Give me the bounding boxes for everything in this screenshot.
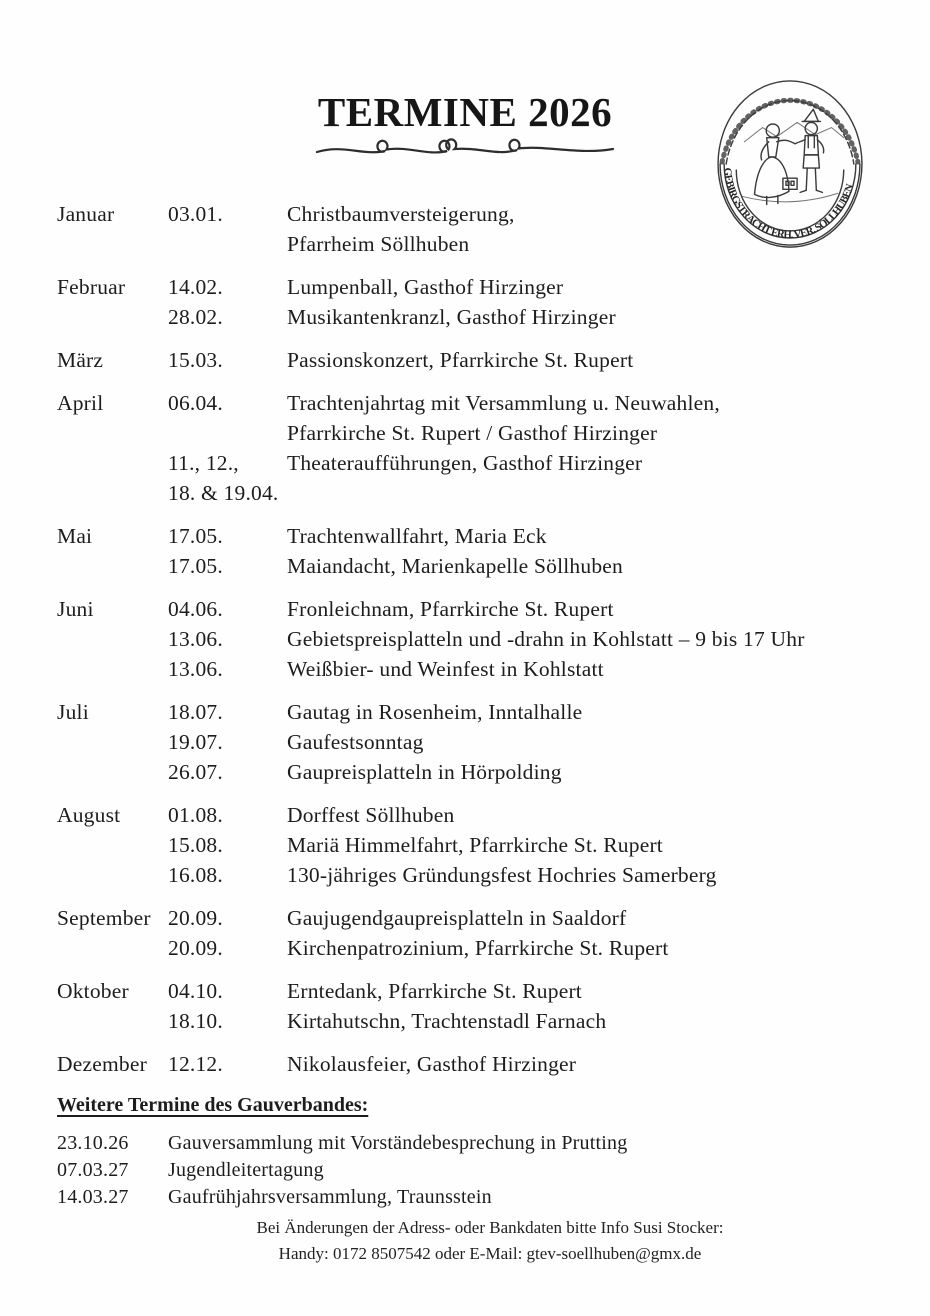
event-date: [168, 654, 287, 684]
event-date: [168, 860, 287, 890]
event-date-line: 17.05.: [168, 524, 223, 549]
month-group: [0, 345, 930, 375]
event-date-line: 19.07.: [168, 730, 223, 755]
event-date: [168, 903, 287, 933]
event-text-line: Kirtahutschn, Trachtenstadl Farnach: [287, 1009, 607, 1034]
event-date: [168, 976, 287, 1006]
event-date: [168, 272, 287, 302]
event-date-line: 20.09.: [168, 936, 223, 961]
schedule-row: [0, 272, 930, 302]
extra-heading: Weitere Termine des Gauverbandes:: [57, 1094, 369, 1117]
month-group: [0, 976, 930, 1036]
schedule-row: [0, 860, 930, 890]
event-text-line: Gaujugendgaupreisplatteln in Saaldorf: [287, 906, 627, 931]
event-description: [287, 860, 875, 890]
event-text-line: Christbaumversteigerung,: [287, 202, 515, 227]
event-date: [168, 697, 287, 727]
month-label: [57, 933, 168, 963]
month-group: [0, 903, 930, 963]
month-label: August: [57, 803, 121, 828]
extra-date: 23.10.26: [57, 1132, 129, 1155]
event-text-line: Gebietspreisplatteln und -drahn in Kohlstatt – 9 bis 17 Uhr: [287, 627, 805, 652]
event-description: [287, 903, 875, 933]
event-text-line: Erntedank, Pfarrkirche St. Rupert: [287, 979, 582, 1004]
footer-line-1: Bei Änderungen der Adress- oder Bankdaten bitte Info Susi Stocker:: [256, 1218, 724, 1238]
event-date-line: 03.01.: [168, 202, 223, 227]
month-group: [0, 521, 930, 581]
event-description: [287, 933, 875, 963]
event-description: [287, 757, 875, 787]
event-description: [287, 272, 875, 302]
month-group: [0, 697, 930, 787]
extra-description: Gauversammlung mit Vorständebesprechung in Prutting: [168, 1132, 628, 1155]
schedule-row: [0, 654, 930, 684]
event-description: [287, 976, 875, 1006]
extra-description: Jugendleitertagung: [168, 1159, 324, 1182]
event-description: [287, 654, 875, 684]
event-date: [168, 1049, 287, 1079]
extra-row: [57, 1184, 875, 1211]
event-date: [168, 302, 287, 332]
event-date: [168, 551, 287, 581]
event-text-line: Gautag in Rosenheim, Inntalhalle: [287, 700, 583, 725]
event-date-line: 06.04.: [168, 391, 223, 416]
schedule-row: [0, 551, 930, 581]
schedule-row: [0, 1049, 930, 1079]
month-label: Februar: [57, 275, 126, 300]
schedule-table: [0, 199, 930, 1079]
month-label: September: [57, 906, 151, 931]
event-date-line: 01.08.: [168, 803, 223, 828]
schedule-row: [0, 903, 930, 933]
event-text-line: Fronleichnam, Pfarrkirche St. Rupert: [287, 597, 614, 622]
event-date-line: 18.10.: [168, 1009, 223, 1034]
event-text-line: Weißbier- und Weinfest in Kohlstatt: [287, 657, 604, 682]
month-label: Dezember: [57, 1052, 147, 1077]
event-date: [168, 933, 287, 963]
extra-list: [57, 1130, 875, 1211]
event-date-line: 17.05.: [168, 554, 223, 579]
event-date: [168, 727, 287, 757]
event-description: [287, 594, 875, 624]
schedule-row: [0, 345, 930, 375]
month-label: [57, 448, 168, 508]
schedule-row: [0, 800, 930, 830]
schedule-row: [0, 976, 930, 1006]
month-label: [57, 727, 168, 757]
event-text-line: Gaufestsonntag: [287, 730, 424, 755]
emblem-woman-figure: [755, 124, 796, 205]
month-label: [57, 757, 168, 787]
event-date-line: 14.02.: [168, 275, 223, 300]
title-flourish-icon: [315, 137, 615, 161]
event-date-line: 11., 12.,: [168, 451, 239, 476]
month-label: [57, 551, 168, 581]
month-label: Juni: [57, 597, 94, 622]
schedule-row: [0, 521, 930, 551]
extra-date: 14.03.27: [57, 1186, 129, 1209]
event-text-line: Mariä Himmelfahrt, Pfarrkirche St. Rupert: [287, 833, 663, 858]
footer-line-2: Handy: 0172 8507542 oder E-Mail: gtev-soellhuben@gmx.de: [278, 1244, 702, 1264]
event-description: [287, 1006, 875, 1036]
event-date-line: 28.02.: [168, 305, 223, 330]
event-description: [287, 345, 875, 375]
event-date-line: 13.06.: [168, 627, 223, 652]
event-date-line: 26.07.: [168, 760, 223, 785]
event-description: [287, 388, 875, 448]
month-group: [0, 800, 930, 890]
event-date-line: 04.10.: [168, 979, 223, 1004]
schedule-row: [0, 757, 930, 787]
schedule-row: [0, 302, 930, 332]
schedule-row: [0, 1006, 930, 1036]
schedule-row: [0, 933, 930, 963]
month-label: März: [57, 348, 104, 373]
event-text-line: Musikantenkranzl, Gasthof Hirzinger: [287, 305, 616, 330]
emblem-ring-textpath: GEBIRGSTRACHT ERH. VER. SÖLLHUBEN: [721, 167, 857, 242]
event-date: [168, 757, 287, 787]
page-title: TERMINE 2026: [317, 89, 613, 135]
event-date-line: 20.09.: [168, 906, 223, 931]
month-label: Oktober: [57, 979, 129, 1004]
month-label: April: [57, 391, 104, 416]
event-description: [287, 551, 875, 581]
event-date: [168, 345, 287, 375]
event-text-line: Pfarrheim Söllhuben: [287, 232, 470, 257]
event-description: [287, 1049, 875, 1079]
month-label: [57, 1006, 168, 1036]
schedule-row: [0, 697, 930, 727]
month-label: Mai: [57, 524, 93, 549]
schedule-row: [0, 624, 930, 654]
event-description: [287, 448, 875, 508]
event-text-line: Lumpenball, Gasthof Hirzinger: [287, 275, 564, 300]
event-description: [287, 521, 875, 551]
club-emblem: [714, 76, 866, 250]
event-text-line: Kirchenpatrozinium, Pfarrkirche St. Rupert: [287, 936, 669, 961]
event-text-line: Trachtenwallfahrt, Maria Eck: [287, 524, 547, 549]
extra-description: Gaufrühjahrsversammlung, Traunsstein: [168, 1186, 492, 1209]
schedule-row: [0, 388, 930, 448]
event-description: [287, 830, 875, 860]
month-label: [57, 654, 168, 684]
extra-row: [57, 1157, 875, 1184]
event-description: [287, 697, 875, 727]
event-date-line: 15.08.: [168, 833, 223, 858]
event-date-line: 04.06.: [168, 597, 223, 622]
emblem-man-figure: [795, 109, 824, 192]
event-date-line: 12.12.: [168, 1052, 223, 1077]
event-date: [168, 594, 287, 624]
event-description: [287, 800, 875, 830]
month-label: Juli: [57, 700, 89, 725]
event-text-line: Passionskonzert, Pfarrkirche St. Rupert: [287, 348, 634, 373]
event-date: [168, 448, 287, 508]
event-date: [168, 199, 287, 259]
event-description: [287, 302, 875, 332]
month-label: Januar: [57, 202, 115, 227]
month-label: [57, 860, 168, 890]
extra-section: [0, 1092, 930, 1211]
event-date-line: 15.03.: [168, 348, 223, 373]
event-text-line: Pfarrkirche St. Rupert / Gasthof Hirzinger: [287, 421, 658, 446]
event-text-line: Gaupreisplatteln in Hörpolding: [287, 760, 562, 785]
event-date: [168, 388, 287, 448]
event-text-line: Theateraufführungen, Gasthof Hirzinger: [287, 451, 643, 476]
event-date: [168, 830, 287, 860]
event-date-line: 18. & 19.04.: [168, 481, 279, 506]
month-group: [0, 272, 930, 332]
event-date: [168, 624, 287, 654]
schedule-row: [0, 727, 930, 757]
extra-date: 07.03.27: [57, 1159, 129, 1182]
event-date: [168, 800, 287, 830]
event-date: [168, 521, 287, 551]
month-label: [57, 830, 168, 860]
event-date-line: 13.06.: [168, 657, 223, 682]
event-text-line: Dorffest Söllhuben: [287, 803, 455, 828]
event-date-line: 16.08.: [168, 863, 223, 888]
schedule-row: [0, 448, 930, 508]
event-date-line: 18.07.: [168, 700, 223, 725]
month-group: [0, 388, 930, 508]
event-date: [168, 1006, 287, 1036]
event-description: [287, 624, 875, 654]
event-description: [287, 727, 875, 757]
extra-row: [57, 1130, 875, 1157]
month-group: [0, 594, 930, 684]
event-text-line: 130-jähriges Gründungsfest Hochries Samerberg: [287, 863, 717, 888]
schedule-row: [0, 594, 930, 624]
month-label: [57, 302, 168, 332]
month-label: [57, 624, 168, 654]
event-text-line: Maiandacht, Marienkapelle Söllhuben: [287, 554, 623, 579]
event-text-line: Nikolausfeier, Gasthof Hirzinger: [287, 1052, 577, 1077]
footer-note: [0, 1215, 930, 1267]
event-text-line: Trachtenjahrtag mit Versammlung u. Neuwahlen,: [287, 391, 720, 416]
schedule-row: [0, 830, 930, 860]
month-group: [0, 1049, 930, 1079]
